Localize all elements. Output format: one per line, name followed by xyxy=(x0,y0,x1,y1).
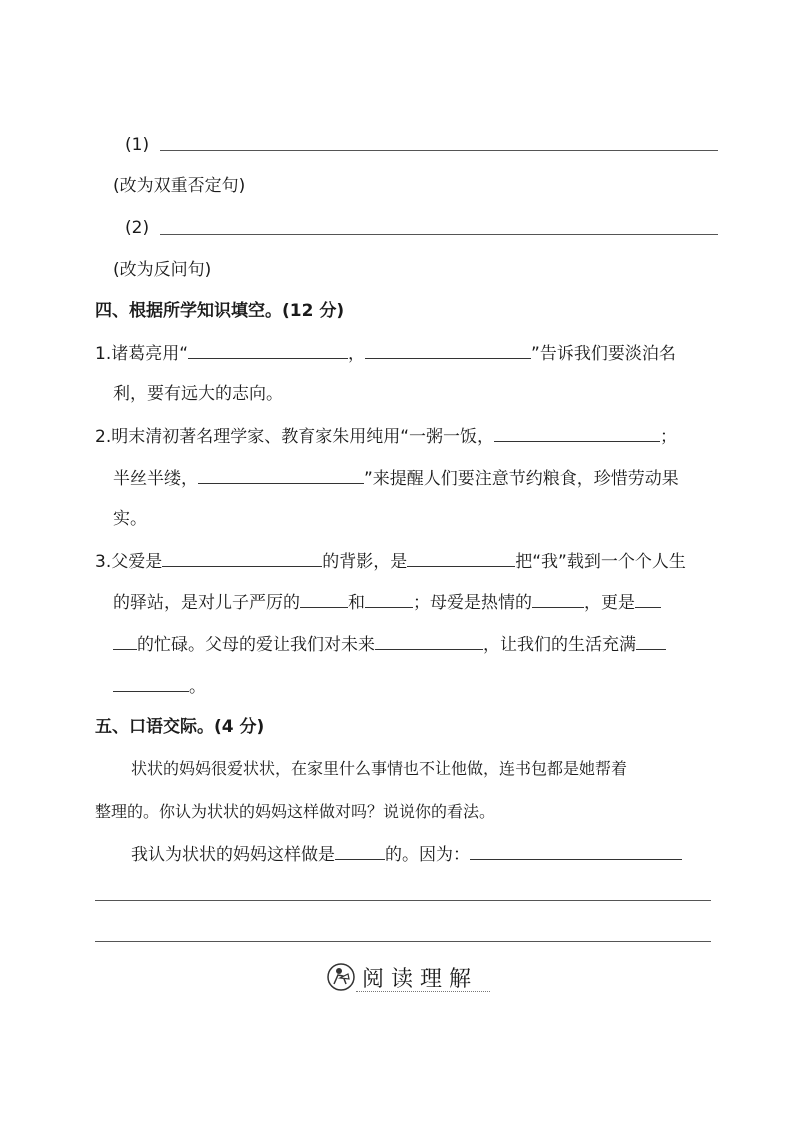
question-2-blank-2[interactable] xyxy=(198,467,364,484)
question-3-blank-5[interactable] xyxy=(532,591,584,608)
question-2-text-c: 半丝半缕， xyxy=(113,469,198,489)
question-1-text-a: 诸葛亮用“ xyxy=(111,344,189,364)
item-2-note: (改为反问句) xyxy=(113,260,212,280)
question-1-line-2: 利，要有远大的志向。 xyxy=(113,384,283,404)
section-5-heading: 五、口语交际。(4 分) xyxy=(95,717,265,737)
question-3-line-4 xyxy=(113,675,206,698)
question-1-number: 1. xyxy=(95,344,112,364)
question-3-line-2 xyxy=(113,591,661,614)
item-1-line xyxy=(125,134,149,156)
question-2-line-1 xyxy=(95,425,677,448)
answer-blank-2[interactable] xyxy=(470,843,682,860)
question-3-text-g: ，更是 xyxy=(584,593,635,613)
item-2-answer-line[interactable] xyxy=(160,234,718,235)
question-3-number: 3. xyxy=(95,552,112,572)
answer-text-b: 的。因为： xyxy=(385,845,470,865)
question-2-blank-1[interactable] xyxy=(494,425,660,442)
question-3-blank-6b[interactable] xyxy=(113,633,137,650)
question-3-blank-6a[interactable] xyxy=(635,591,661,608)
reading-person-icon xyxy=(326,962,356,992)
item-1-answer-line[interactable] xyxy=(160,150,718,151)
question-3-blank-4[interactable] xyxy=(365,591,413,608)
question-3-text-f: ；母爱是热情的 xyxy=(413,593,532,613)
question-3-text-e: 和 xyxy=(348,593,365,613)
question-3-blank-2[interactable] xyxy=(407,550,515,567)
item-1-note: (改为双重否定句) xyxy=(113,176,246,196)
question-2-line-3: 实。 xyxy=(113,509,147,529)
question-3-blank-8b[interactable] xyxy=(113,675,189,692)
question-1-text-c: ”告诉我们要淡泊名 xyxy=(531,344,676,364)
item-2-number: (2) xyxy=(125,218,150,238)
answer-writing-line-1[interactable] xyxy=(95,900,711,901)
question-3-text-d: 的驿站，是对儿子严厉的 xyxy=(113,593,300,613)
question-1-blank-1[interactable] xyxy=(188,342,348,359)
answer-blank-1[interactable] xyxy=(335,843,385,860)
question-3-blank-1[interactable] xyxy=(162,550,322,567)
question-1-blank-2[interactable] xyxy=(365,342,531,359)
question-3-text-h: 的忙碌。父母的爱让我们对未来 xyxy=(137,635,375,655)
question-2-text-d: ”来提醒人们要注意节约粮食，珍惜劳动果 xyxy=(364,469,679,489)
scenario-paragraph-line-2: 整理的。你认为状状的妈妈这样做对吗？说说你的看法。 xyxy=(95,802,496,821)
question-2-number: 2. xyxy=(95,427,112,447)
banner-title: 阅读理解 xyxy=(362,967,479,992)
question-3-line-1 xyxy=(95,550,686,573)
question-3-blank-3[interactable] xyxy=(300,591,348,608)
item-1-number: (1) xyxy=(125,135,150,155)
answer-text-a: 我认为状状的妈妈这样做是 xyxy=(131,845,335,865)
scenario-paragraph-line-1: 状状的妈妈很爱状状，在家里什么事情也不让他做，连书包都是她帮着 xyxy=(131,759,628,778)
banner-underline xyxy=(356,991,490,992)
section-4-heading: 四、根据所学知识填空。(12 分) xyxy=(95,301,345,321)
question-2-line-2 xyxy=(113,467,679,490)
answer-writing-line-2[interactable] xyxy=(95,941,711,942)
answer-line xyxy=(131,843,682,866)
reading-comprehension-banner xyxy=(326,960,492,994)
item-2-line xyxy=(125,217,149,239)
question-3-blank-7[interactable] xyxy=(375,633,483,650)
question-2-text-a: 明末清初著名理学家、教育家朱用纯用“一粥一饭， xyxy=(111,427,495,447)
question-3-line-3 xyxy=(113,633,666,656)
question-1-line-1 xyxy=(95,342,676,365)
question-3-text-b: 的背影，是 xyxy=(322,552,408,572)
question-1-text-b: ， xyxy=(348,344,366,364)
question-3-text-i: ，让我们的生活充满 xyxy=(483,635,636,655)
question-3-text-c: 把“我”载到一个个人生 xyxy=(515,552,686,572)
question-2-text-b: ； xyxy=(660,427,678,447)
question-3-text-j: 。 xyxy=(189,677,206,697)
question-3-blank-8a[interactable] xyxy=(636,633,666,650)
question-3-text-a: 父爱是 xyxy=(111,552,163,572)
